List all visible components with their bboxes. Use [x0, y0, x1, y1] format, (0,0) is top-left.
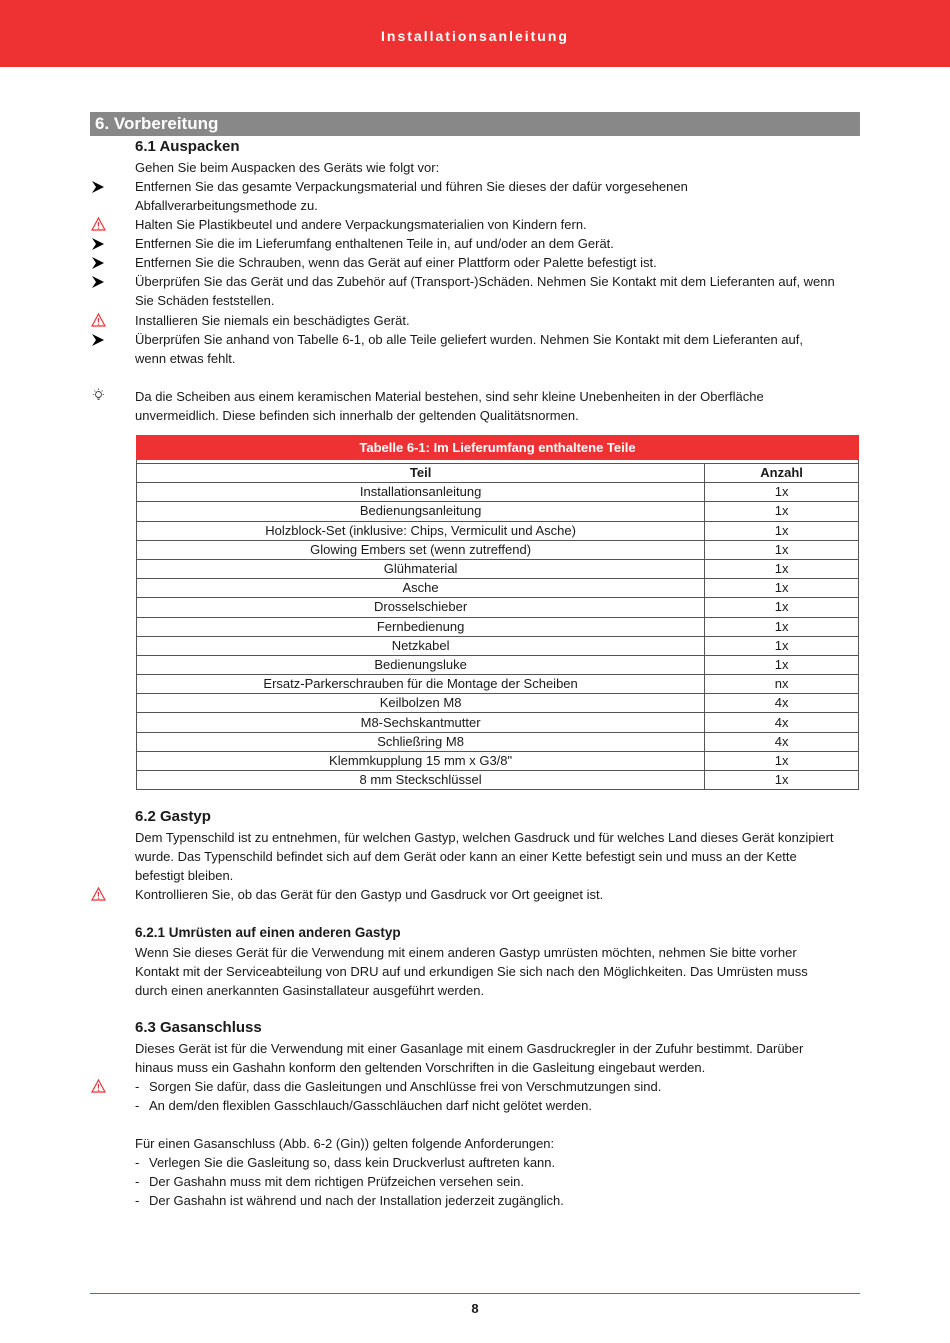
table-row: [137, 694, 859, 713]
section-title-6-1: 6.1 Auspacken: [135, 138, 240, 155]
list-item: Verlegen Sie die Gasleitung so, dass kein Druckverlust auftreten kann.: [149, 1155, 556, 1170]
cell-part: Holzblock-Set (inklusive: Chips, Vermiculit und Asche): [137, 521, 705, 540]
cell-quantity: 1x: [705, 502, 859, 521]
requirements-intro: Für einen Gasanschluss (Abb. 6-2 (Gin)) gelten folgende Anforderungen:: [135, 1136, 555, 1151]
cell-part: Schließring M8: [137, 732, 705, 751]
list-item: An dem/den flexiblen Gasschlauch/Gasschläuchen darf nicht gelötet werden.: [149, 1098, 592, 1113]
list-item-continuation: Abfallverarbeitungsmethode zu.: [135, 198, 318, 213]
cell-quantity: 1x: [705, 771, 859, 790]
paragraph-line: Dem Typenschild ist zu entnehmen, für welchen Gastyp, welchen Gasdruck und für welches Land dieses Gerät konzipiert: [135, 830, 834, 845]
list-item-continuation: wenn etwas fehlt.: [135, 351, 236, 366]
dash-bullet: -: [135, 1098, 140, 1113]
dash-bullet: -: [135, 1155, 140, 1170]
warning-icon: [91, 217, 107, 233]
list-item: Der Gashahn ist während und nach der Installation jederzeit zugänglich.: [149, 1193, 564, 1208]
list-item-continuation: Sie Schäden feststellen.: [135, 293, 275, 308]
arrow-icon: [91, 237, 107, 253]
warning-icon: [91, 1079, 107, 1095]
paragraph-line: durch einen anerkannten Gasinstallateur ausgeführt werden.: [135, 983, 485, 998]
paragraph-line: befestigt bleiben.: [135, 868, 234, 883]
warning-text: Kontrollieren Sie, ob das Gerät für den Gastyp und Gasdruck vor Ort geeignet ist.: [135, 887, 604, 902]
list-item: Entfernen Sie das gesamte Verpackungsmaterial und führen Sie dieses der dafür vorgesehenen: [135, 179, 688, 194]
cell-quantity: 1x: [705, 579, 859, 598]
table-row: [137, 713, 859, 732]
paragraph-line: Dieses Gerät ist für die Verwendung mit einer Gasanlage mit einem Gasdruckregler in der Zufuhr bestimmt. Darüber: [135, 1041, 804, 1056]
section-title-6-2-1: 6.2.1 Umrüsten auf einen anderen Gastyp: [135, 925, 401, 940]
list-item: Überprüfen Sie anhand von Tabelle 6-1, ob alle Teile geliefert wurden. Nehmen Sie Kontakt mit dem Lieferanten auf,: [135, 332, 803, 347]
chapter-title: 6. Vorbereitung: [90, 112, 860, 136]
cell-quantity: 1x: [705, 636, 859, 655]
table-row: [137, 579, 859, 598]
table-row: [137, 559, 859, 578]
table-row: [137, 636, 859, 655]
arrow-icon: [91, 333, 107, 349]
table-row: [137, 732, 859, 751]
cell-part: Bedienungsluke: [137, 655, 705, 674]
cell-part: Fernbedienung: [137, 617, 705, 636]
cell-part: Netzkabel: [137, 636, 705, 655]
table-row: [137, 617, 859, 636]
paragraph-line: hinaus muss ein Gashahn konform den geltenden Vorschriften in die Gasleitung eingebaut werden.: [135, 1060, 706, 1075]
cell-quantity: 4x: [705, 732, 859, 751]
table-row: [137, 751, 859, 770]
paragraph-line: Kontakt mit der Serviceabteilung von DRU auf und erkundigen Sie sich nach den Möglichkeiten. Das Umrüsten muss: [135, 964, 808, 979]
lightbulb-icon: [91, 388, 107, 404]
cell-part: 8 mm Steckschlüssel: [137, 771, 705, 790]
section-title-6-3: 6.3 Gasanschluss: [135, 1019, 262, 1036]
cell-part: Bedienungsanleitung: [137, 502, 705, 521]
list-item: Installieren Sie niemals ein beschädigtes Gerät.: [135, 313, 410, 328]
table-row: [137, 483, 859, 502]
table-row: [137, 655, 859, 674]
paragraph-line: wurde. Das Typenschild befindet sich auf dem Gerät oder kann an einer Kette befestigt sein und muss an der Kette: [135, 849, 797, 864]
cell-quantity: 1x: [705, 540, 859, 559]
cell-quantity: 1x: [705, 655, 859, 674]
cell-part: Ersatz-Parkerschrauben für die Montage der Scheiben: [137, 675, 705, 694]
parts-table: [136, 435, 859, 790]
cell-quantity: 1x: [705, 751, 859, 770]
cell-part: Installationsanleitung: [137, 483, 705, 502]
column-header-teil: Teil: [137, 464, 705, 483]
list-item: Entfernen Sie die im Lieferumfang enthaltenen Teile in, auf und/oder an dem Gerät.: [135, 236, 614, 251]
arrow-icon: [91, 275, 107, 291]
cell-quantity: 1x: [705, 521, 859, 540]
table-row: [137, 502, 859, 521]
tip-text-continuation: unvermeidlich. Diese befinden sich innerhalb der geltenden Qualitätsnormen.: [135, 408, 579, 423]
dash-bullet: -: [135, 1079, 140, 1094]
table-row: [137, 771, 859, 790]
list-item: Halten Sie Plastikbeutel und andere Verpackungsmaterialien von Kindern fern.: [135, 217, 587, 232]
footer-divider: [90, 1293, 860, 1294]
section-intro: Gehen Sie beim Auspacken des Geräts wie folgt vor:: [135, 160, 440, 175]
header-bar: [0, 0, 950, 67]
page-number: 8: [471, 1301, 479, 1316]
table-caption: Tabelle 6-1: Im Lieferumfang enthaltene Teile: [137, 436, 859, 460]
arrow-icon: [91, 180, 107, 196]
cell-quantity: 4x: [705, 713, 859, 732]
cell-quantity: 1x: [705, 483, 859, 502]
arrow-icon: [91, 256, 107, 272]
table-row: [137, 598, 859, 617]
table-row: [137, 521, 859, 540]
cell-part: Klemmkupplung 15 mm x G3/8": [137, 751, 705, 770]
list-item: Der Gashahn muss mit dem richtigen Prüfzeichen versehen sein.: [149, 1174, 525, 1189]
cell-quantity: 1x: [705, 559, 859, 578]
tip-text: Da die Scheiben aus einem keramischen Material bestehen, sind sehr kleine Unebenheiten in der Oberfläche: [135, 389, 764, 404]
cell-part: Asche: [137, 579, 705, 598]
document-title: Installationsanleitung: [381, 28, 569, 44]
cell-part: Drosselschieber: [137, 598, 705, 617]
cell-part: Glowing Embers set (wenn zutreffend): [137, 540, 705, 559]
cell-part: M8-Sechskantmutter: [137, 713, 705, 732]
table-row: [137, 540, 859, 559]
dash-bullet: -: [135, 1193, 140, 1208]
list-item: Entfernen Sie die Schrauben, wenn das Gerät auf einer Plattform oder Palette befestigt ist.: [135, 255, 657, 270]
table-row: [137, 675, 859, 694]
list-item: Sorgen Sie dafür, dass die Gasleitungen und Anschlüsse frei von Verschmutzungen sind.: [149, 1079, 662, 1094]
column-header-anzahl: Anzahl: [705, 464, 859, 483]
list-item: Überprüfen Sie das Gerät und das Zubehör auf (Transport-)Schäden. Nehmen Sie Kontakt mit dem Lieferanten auf, wenn: [135, 274, 835, 289]
cell-quantity: 1x: [705, 617, 859, 636]
cell-quantity: nx: [705, 675, 859, 694]
cell-quantity: 4x: [705, 694, 859, 713]
warning-icon: [91, 313, 107, 329]
dash-bullet: -: [135, 1174, 140, 1189]
cell-part: Keilbolzen M8: [137, 694, 705, 713]
warning-icon: [91, 887, 107, 903]
cell-quantity: 1x: [705, 598, 859, 617]
cell-part: Glühmaterial: [137, 559, 705, 578]
paragraph-line: Wenn Sie dieses Gerät für die Verwendung mit einem anderen Gastyp umrüsten möchten, nehmen Sie bitte vorher: [135, 945, 797, 960]
section-title-6-2: 6.2 Gastyp: [135, 808, 211, 825]
